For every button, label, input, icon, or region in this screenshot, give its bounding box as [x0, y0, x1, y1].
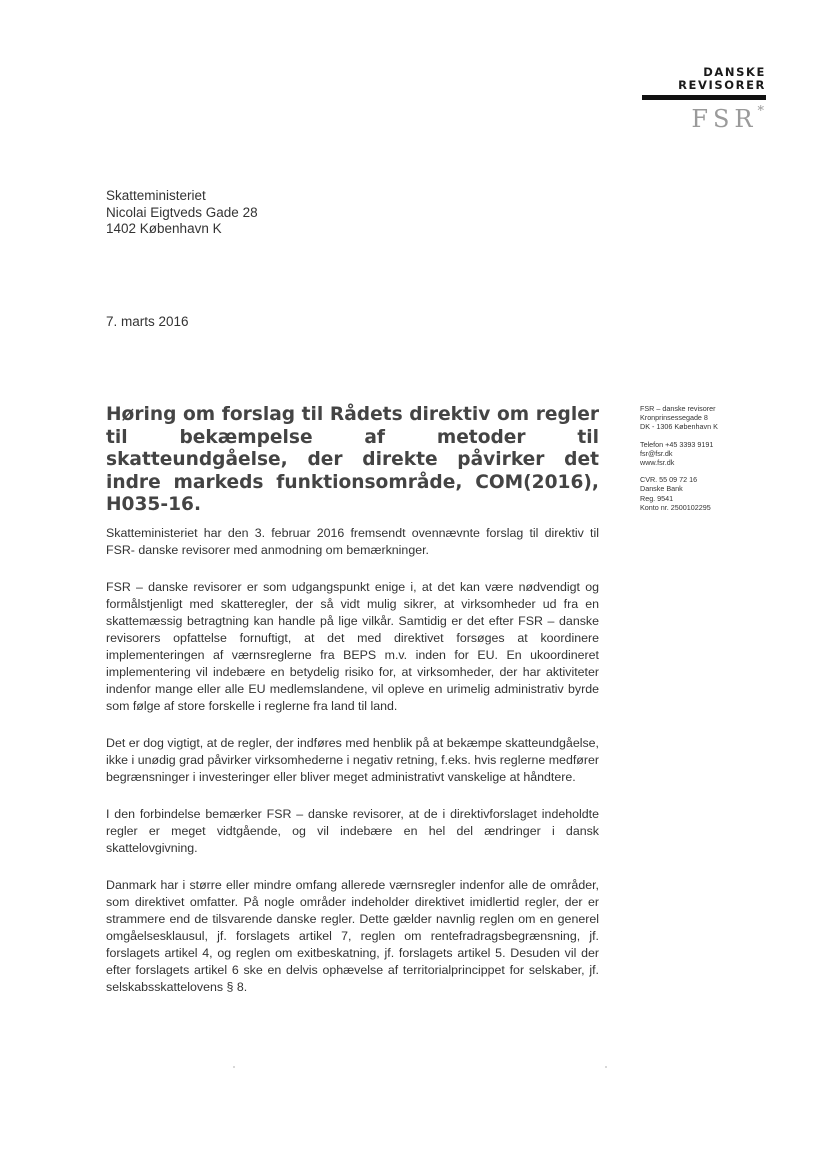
- sender-email: fsr@fsr.dk: [640, 448, 673, 458]
- scan-speck: [605, 1066, 607, 1068]
- logo-mark: [636, 103, 766, 131]
- sender-web: www.fsr.dk: [640, 458, 675, 468]
- logo-mark-asterisk: *: [757, 104, 764, 119]
- address-line-2: Nicolai Eigtveds Gade 28: [106, 204, 258, 220]
- paragraph: Skatteministeriet har den 3. februar 2016 fremsendt ovennævnte forslag til direktiv til FSR- danske revisorer med anmodning om bemærkninger.: [106, 526, 599, 557]
- paragraph: FSR – danske revisorer er som udgangspunkt enige i, at det kan være nødvendigt og formålstjenligt med skatteregler, der så vidt mulig sikrer, at virksomheder ud fra en skattemæssig betragtning kan handle på lige vilkår. Samtidig er det efter FSR – danske revisorers opfattelse fornuftigt, at det med direktivet forsøges at koordinere implementeringen af værnsreglerne fra BEPS m.v. inden for EU. En ukoordineret implementering vil indebære en betydelig risiko for, at virksomheder, der har aktiviteter indenfor mange eller alle EU medlemslandene, vil opleve en urimelig administrativ byrde som følge af store forskelle i reglerne fra land til land.: [106, 580, 599, 713]
- address-line-3: 1402 København K: [106, 221, 222, 236]
- sender-contact: [640, 440, 760, 468]
- logo-line-danske: DANSKE: [703, 65, 766, 79]
- address-line-1: Skatteministeriet: [106, 188, 206, 203]
- letter-date: 7. marts 2016: [106, 314, 189, 329]
- paragraph: Det er dog vigtigt, at de regler, der indføres med henblik på at bekæmpe skatteundgåelse, ikke i unødig grad påvirker virksomhederne i negativ retning, f.eks. hvis reglerne medfører begrænsninger i investeringer eller bliver meget administrativt vanskelige at håndtere.: [106, 736, 599, 784]
- fsr-logo: [636, 66, 766, 131]
- sender-street: Kronprinsessegade 8: [640, 413, 708, 423]
- sender-city: DK - 1306 København K: [640, 422, 718, 432]
- sender-address: [640, 404, 760, 432]
- sender-phone: Telefon +45 3393 9191: [640, 439, 714, 449]
- sender-org: FSR – danske revisorer: [640, 404, 716, 413]
- paragraph: Danmark har i større eller mindre omfang allerede værnsregler indenfor alle de områder, som direktivet omfatter. På nogle områder indeholder direktivet imidlertid regler, der er strammere end de tilsvarende danske regler. Dette gælder navnlig reglen om en generel omgåelsesklausul, jf. forslagets artikel 7, reglen om rentefradragsbegrænsning, jf. forslagets artikel 4, og reglen om exitbeskatning, jf. forslagets artikel 5. Desuden vil der efter forslagets artikel 6 ske en delvis ophævelse af territorialprincippet for selskaber, jf. selskabsskattelovens § 8.: [106, 878, 599, 994]
- logo-bar: [642, 95, 766, 100]
- sender-info: [640, 404, 760, 520]
- letter-title: Høring om forslag til Rådets direktiv om regler til bekæmpelse af metoder til skatteundgåelse, der direkte påvirker det indre markeds funktionsområde, COM(2016), H035-16.: [106, 404, 599, 515]
- sender-reg: Reg. 9541: [640, 493, 674, 503]
- sender-bank: Danske Bank: [640, 484, 683, 494]
- scan-speck: [233, 1066, 235, 1068]
- sender-bank-info: [640, 475, 760, 512]
- logo-line-revisorer: REVISORER: [678, 78, 766, 92]
- logo-mark-text: FSR: [691, 105, 758, 133]
- paragraph: I den forbindelse bemærker FSR – danske revisorer, at de i direktivforslaget indeholdte regler er meget vidtgående, og vil indebære en hel del ændringer i dansk skattelovgivning.: [106, 807, 599, 855]
- recipient-address: [106, 188, 258, 238]
- sender-cvr: CVR. 55 09 72 16: [640, 475, 698, 485]
- sender-account: Konto nr. 2500102295: [640, 502, 711, 512]
- letter-body: [106, 525, 599, 1016]
